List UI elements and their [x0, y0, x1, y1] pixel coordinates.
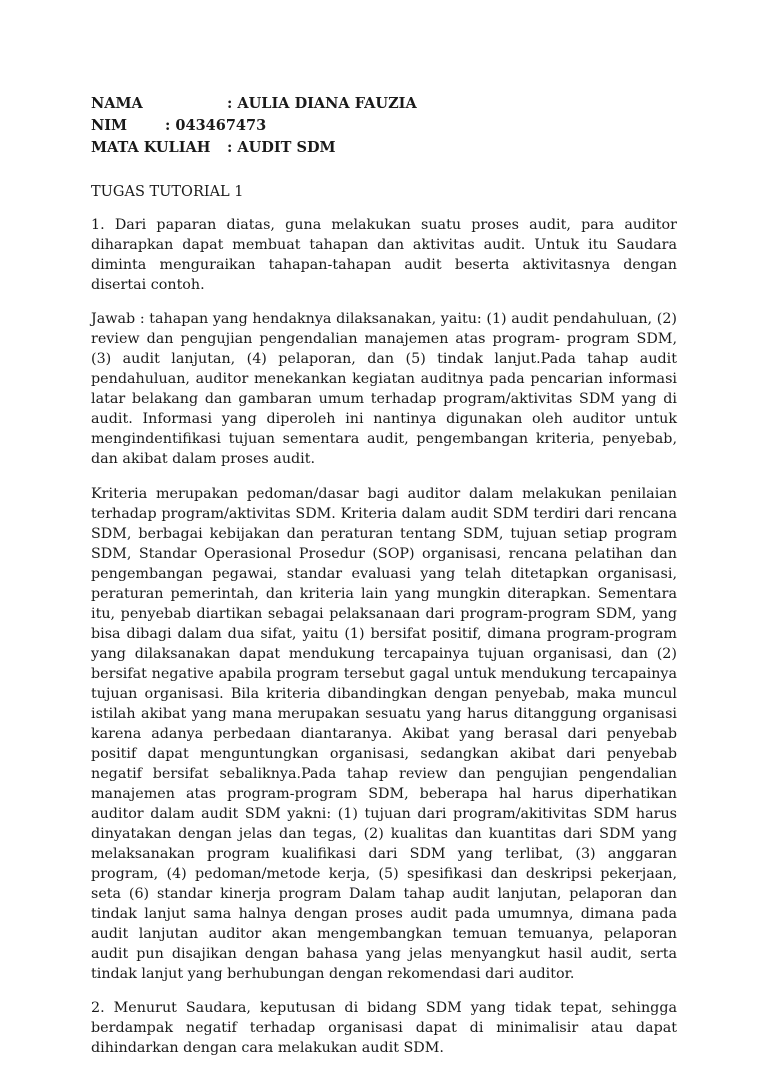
- question-1-paragraph: 1. Dari paparan diatas, guna melakukan suatu proses audit, para auditor diharapkan dapat membuat tahapan dan aktivitas audit. Untuk itu Saudara diminta menguraikan tahapan-tahapan audit beserta aktivitasnya dengan disertai contoh.: [91, 217, 677, 293]
- question-2-paragraph: 2. Menurut Saudara, keputusan di bidang SDM yang tidak tepat, sehingga berdampak negatif terhadap organisasi dapat di minimalisir atau dapat dihindarkan dengan cara melakukan audit SDM.: [91, 999, 677, 1056]
- nama-label: NAMA: [91, 95, 143, 112]
- nim-value: : 043467473: [165, 117, 267, 134]
- nim-row: [91, 115, 677, 137]
- nim-label: NIM: [91, 117, 128, 134]
- answer-paragraph-1: Jawab : tahapan yang hendaknya dilaksanakan, yaitu: (1) audit pendahuluan, (2) review dan pengujian pengendalian manajemen atas program- program SDM, (3) audit lanjutan, (4) pelaporan, dan (5) tindak lanjut.Pada tahap audit pendahuluan, auditor menekankan kegiatan auditnya pada pencarian informasi latar belakang dan gambaran umum terhadap program/aktivitas SDM yang di audit. Informasi yang diperoleh ini nantinya digunakan oleh auditor untuk mengindentifikasi tujuan sementara audit, pengembangan kriteria, penyebab, dan akibat dalam proses audit.: [91, 311, 677, 468]
- mata-kuliah-value: : AUDIT SDM: [227, 139, 336, 156]
- document-page: [91, 93, 677, 1072]
- assignment-title: TUGAS TUTORIAL 1: [91, 184, 244, 200]
- nama-value: : AULIA DIANA FAUZIA: [227, 95, 417, 112]
- mata-kuliah-label: MATA KULIAH: [91, 139, 211, 156]
- answer-paragraph-2: Kriteria merupakan pedoman/dasar bagi auditor dalam melakukan penilaian terhadap program/aktivitas SDM. Kriteria dalam audit SDM terdiri dari rencana SDM, berbagai kebijakan dan peraturan tentang SDM, tujuan setiap program SDM, Standar Operasional Prosedur (SOP) organisasi, rencana pelatihan dan pengembangan pegawai, standar evaluasi yang telah ditetapkan organisasi, peraturan pemerintah, dan kriteria lain yang mungkin diterapkan. Sementara itu, penyebab diartikan sebagai pelaksanaan dari program-program SDM, yang bisa dibagi dalam dua sifat, yaitu (1) bersifat positif, dimana program-program yang dilaksanakan dapat mendukung tercapainya tujuan organisasi, dan (2) bersifat negative apabila program tersebut gagal untuk mendukung tercapainya tujuan organisasi. Bila kriteria dibandingkan dengan penyebab, maka muncul istilah akibat yang mana merupakan sesuatu yang harus ditanggung organisasi karena adanya perbedaan diantaranya. Akibat yang berasal dari penyebab positif dapat menguntungkan organisasi, sedangkan akibat dari penyebab negatif bersifat sebaliknya.Pada tahap review dan pengujian pengendalian manajemen atas program-program SDM, beberapa hal harus diperhatikan auditor dalam audit SDM yakni: (1) tujuan dari program/akitivitas SDM harus dinyatakan dengan jelas dan tegas, (2) kualitas dan kuantitas dari SDM yang melaksanakan program kualifikasi dari SDM yang terlibat, (3) anggaran program, (4) pedoman/metode kerja, (5) spesifikasi dan deskripsi pekerjaan, seta (6) standar kinerja program Dalam tahap audit lanjutan, pelaporan dan tindak lanjut sama halnya dengan proses audit pada umumnya, dimana pada audit lanjutan auditor akan mengembangkan temuan temuanya, pelaporan audit pun disajikan dengan bahasa yang jelas menyangkut hasil audit, serta tindak lanjut yang berhubungan dengan rekomendasi dari auditor.: [91, 485, 677, 982]
- nama-row: [91, 93, 677, 115]
- mata-kuliah-row: [91, 137, 677, 159]
- student-info: [91, 93, 677, 159]
